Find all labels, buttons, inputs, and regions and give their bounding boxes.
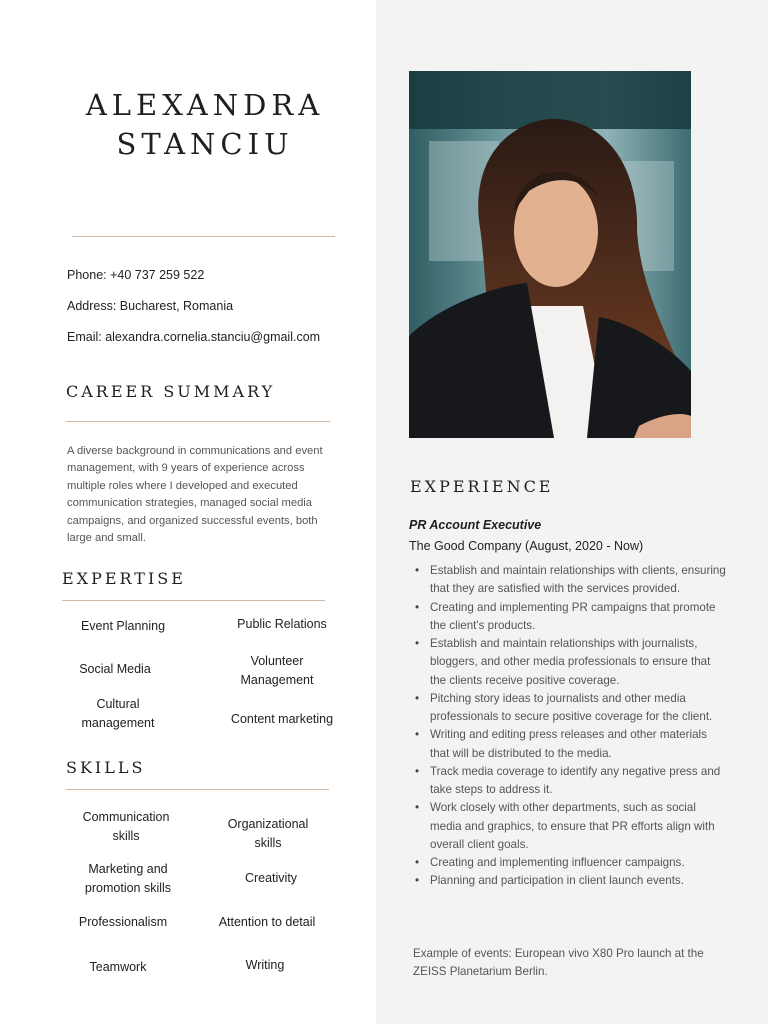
name-first: ALEXANDRA — [85, 88, 325, 122]
name-last: STANCIU — [116, 127, 294, 161]
portrait-photo-image — [409, 71, 691, 438]
skill-item: Marketing and promotion skills — [84, 862, 172, 895]
career-summary-heading: CAREER SUMMARY — [66, 382, 276, 401]
duty-item: • Establish and maintain relationships with journalists, bloggers, and other media professionals to ensure that the clients receive positive coverage. — [413, 635, 728, 690]
company-dates: The Good Company (August, 2020 - Now) — [409, 539, 644, 553]
skill-item: Professionalism — [78, 915, 168, 929]
job-title: PR Account Executive — [409, 518, 542, 532]
expertise-item: Cultural management — [81, 697, 155, 730]
expertise-heading: EXPERTISE — [62, 569, 186, 588]
duty-item: • Creating and implementing PR campaigns that promote the client's products. — [413, 599, 728, 636]
divider — [72, 236, 335, 237]
expertise-item: Event Planning — [80, 619, 166, 633]
duty-item: • Work closely with other departments, such as social media and graphics, to ensure that PR efforts align with overall client goals. — [413, 799, 728, 854]
duties-list — [413, 562, 728, 891]
skill-item: Writing — [245, 958, 285, 972]
expertise-item: Volunteer Management — [240, 654, 314, 687]
experience-heading: EXPERIENCE — [410, 477, 554, 496]
expertise-item: Content marketing — [230, 712, 334, 726]
duty-item: • Pitching story ideas to journalists and other media professionals to secure positive coverage for the client. — [413, 690, 728, 727]
example-events: Example of events: European vivo X80 Pro launch at the ZEISS Planetarium Berlin. — [413, 947, 704, 979]
expertise-item: Social Media — [79, 662, 151, 676]
skills-heading: SKILLS — [66, 758, 146, 777]
skill-item: Creativity — [244, 871, 298, 885]
divider — [66, 421, 330, 422]
skill-item: Organizational skills — [227, 817, 309, 850]
contact-phone: Phone: +40 737 259 522 — [67, 268, 205, 282]
career-summary-text: A diverse background in communications and event management, with 9 years of experience across multiple roles where I developed and executed communication strategies, managed social media campaigns, and organized successful events, both large and small. — [67, 445, 323, 545]
skill-item: Attention to detail — [218, 915, 316, 929]
divider — [62, 600, 325, 601]
contact-address: Address: Bucharest, Romania — [67, 299, 234, 313]
expertise-item: Public Relations — [237, 617, 327, 631]
duty-item: • Planning and participation in client launch events. — [413, 872, 728, 890]
divider — [66, 789, 329, 790]
duty-item: • Writing and editing press releases and other materials that will be distributed to the media. — [413, 726, 728, 763]
contact-email: Email: alexandra.cornelia.stanciu@gmail.com — [67, 330, 321, 344]
duty-item: • Track media coverage to identify any negative press and take steps to address it. — [413, 763, 728, 800]
skill-item: Communication skills — [82, 810, 170, 843]
duty-item: • Establish and maintain relationships with clients, ensuring that they are satisfied with the services provided. — [413, 562, 728, 599]
duty-item: • Creating and implementing influencer campaigns. — [413, 854, 728, 872]
portrait-photo — [409, 71, 691, 438]
skill-item: Teamwork — [89, 960, 147, 974]
